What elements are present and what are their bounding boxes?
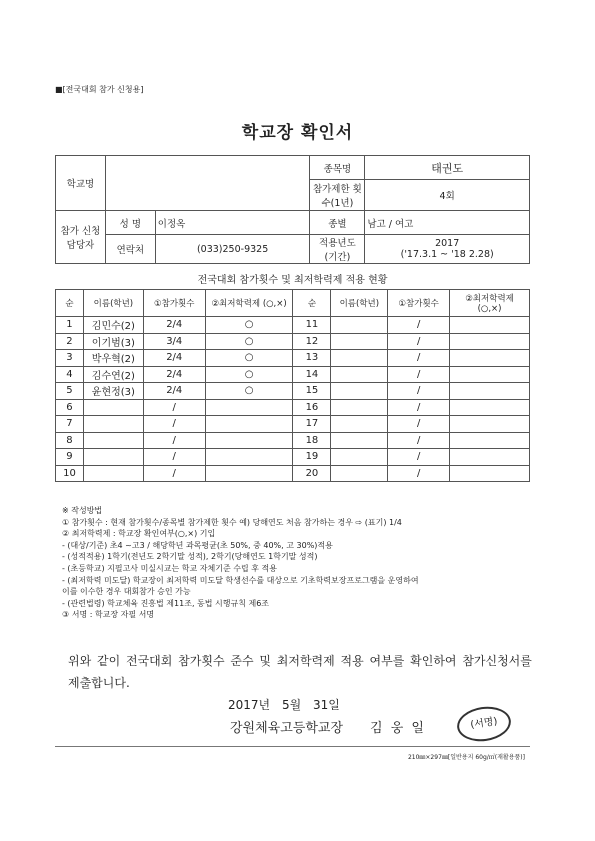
academic-mark: ○ bbox=[205, 366, 293, 383]
year-value: 2017 bbox=[435, 238, 460, 249]
note-line: ③ 서명 : 학교장 자필 서명 bbox=[62, 610, 155, 620]
header-name: 이름(학년) bbox=[331, 290, 388, 317]
academic-mark bbox=[450, 383, 530, 400]
participation-count: / bbox=[388, 465, 450, 482]
date: 2017년 5월 31일 bbox=[228, 698, 340, 712]
student-name bbox=[83, 432, 143, 449]
gender-label: 종별 bbox=[310, 211, 365, 235]
student-name: 박우혁(2) bbox=[83, 350, 143, 367]
participation-count: 2/4 bbox=[143, 383, 205, 400]
event-label: 종목명 bbox=[310, 156, 365, 180]
statement: 위와 같이 전국대회 참가횟수 준수 및 최저학력제 적용 여부를 확인하여 참가신청서를 제출합니다. bbox=[68, 654, 532, 690]
name-value: 이정옥 bbox=[155, 211, 310, 235]
header-academic: ②최저학력제 (○,×) bbox=[450, 290, 530, 317]
academic-mark bbox=[450, 432, 530, 449]
academic-mark bbox=[205, 432, 293, 449]
note-line: ② 최저학력제 : 학교장 확인여부(○,×) 기입 bbox=[62, 529, 216, 539]
student-name: 윤현정(3) bbox=[83, 383, 143, 400]
student-name bbox=[331, 317, 388, 334]
period-value: ('17.3.1 ~ '18 2.28) bbox=[400, 249, 494, 260]
row-number: 2 bbox=[56, 333, 84, 350]
limit-label: 참가제한 횟수(1년) bbox=[310, 180, 365, 211]
row-number: 5 bbox=[56, 383, 84, 400]
page-title: 학교장 확인서 bbox=[241, 123, 354, 143]
row-number: 20 bbox=[293, 465, 331, 482]
academic-mark bbox=[450, 366, 530, 383]
note-line: ※ 작성방법 bbox=[62, 506, 103, 515]
table-row bbox=[56, 383, 530, 400]
principal-name: 김 웅 일 bbox=[370, 721, 426, 736]
row-number: 14 bbox=[293, 366, 331, 383]
table-row bbox=[56, 333, 530, 350]
participation-count: / bbox=[388, 416, 450, 433]
row-number: 16 bbox=[293, 399, 331, 416]
row-number: 10 bbox=[56, 465, 84, 482]
academic-mark: ○ bbox=[205, 383, 293, 400]
table-row bbox=[56, 366, 530, 383]
divider bbox=[55, 746, 530, 747]
participation-count: / bbox=[388, 399, 450, 416]
row-number: 6 bbox=[56, 399, 84, 416]
participation-table bbox=[55, 289, 530, 482]
academic-mark: ○ bbox=[205, 333, 293, 350]
footer: 210㎜×297㎜[일반용지 60g/㎡(재활용품)] bbox=[407, 754, 525, 761]
student-name bbox=[331, 350, 388, 367]
academic-mark bbox=[205, 449, 293, 466]
participation-count: / bbox=[388, 317, 450, 334]
row-number: 3 bbox=[56, 350, 84, 367]
note-line: ① 참가횟수 : 현재 참가횟수/종목별 참가제한 횟수 예) 당해연도 처음 참가하는 경우 ⇨ (표기) 1/4 bbox=[62, 517, 402, 527]
academic-mark bbox=[205, 465, 293, 482]
name-label: 성 명 bbox=[105, 211, 155, 235]
student-name bbox=[83, 399, 143, 416]
participation-count: 2/4 bbox=[143, 350, 205, 367]
student-name bbox=[331, 383, 388, 400]
academic-mark bbox=[450, 449, 530, 466]
table-row bbox=[56, 317, 530, 334]
participation-count: 2/4 bbox=[143, 366, 205, 383]
school-value bbox=[105, 156, 310, 211]
table-row bbox=[56, 350, 530, 367]
table-row bbox=[56, 399, 530, 416]
academic-mark bbox=[450, 317, 530, 334]
row-number: 8 bbox=[56, 432, 84, 449]
participation-count: / bbox=[143, 399, 205, 416]
academic-mark bbox=[205, 399, 293, 416]
participation-count: / bbox=[143, 432, 205, 449]
student-name bbox=[83, 416, 143, 433]
participation-count: / bbox=[388, 383, 450, 400]
event-value: 태권도 bbox=[365, 156, 530, 180]
student-name bbox=[331, 432, 388, 449]
academic-mark: ○ bbox=[205, 350, 293, 367]
gender-value: 남고 / 여고 bbox=[365, 211, 530, 235]
seal-stamp: (서명) bbox=[455, 703, 513, 744]
limit-value: 4회 bbox=[365, 180, 530, 211]
row-number: 13 bbox=[293, 350, 331, 367]
student-name bbox=[331, 416, 388, 433]
participation-count: / bbox=[143, 465, 205, 482]
table-row bbox=[56, 465, 530, 482]
student-name bbox=[331, 449, 388, 466]
student-name bbox=[83, 465, 143, 482]
participation-count: / bbox=[388, 449, 450, 466]
student-name: 김민수(2) bbox=[83, 317, 143, 334]
academic-mark bbox=[450, 350, 530, 367]
academic-mark bbox=[450, 416, 530, 433]
row-number: 18 bbox=[293, 432, 331, 449]
participation-count: / bbox=[388, 350, 450, 367]
note-line: - (관련법령) 학교체육 진흥법 제11조, 동법 시행규칙 제6조 bbox=[62, 598, 270, 608]
student-name bbox=[331, 399, 388, 416]
note-line: - (성적적용) 1학기(전년도 2학기말 성적), 2학기(당해연도 1학기말 성적) bbox=[62, 552, 318, 562]
row-number: 19 bbox=[293, 449, 331, 466]
phone-label: 연락처 bbox=[105, 235, 155, 264]
note-line: 이를 이수한 경우 대회참가 승인 가능 bbox=[62, 587, 191, 597]
header-count: ①참가횟수 bbox=[143, 290, 205, 317]
student-name: 이기범(3) bbox=[83, 333, 143, 350]
note-line: - (대상/기준) 초4 ~고3 / 해당학년 과목평균(초 50%, 중 40%, 고 30%)적용 bbox=[62, 540, 333, 550]
row-number: 4 bbox=[56, 366, 84, 383]
row-number: 9 bbox=[56, 449, 84, 466]
school-name: 강원체육고등학교장 bbox=[230, 721, 344, 736]
table-row bbox=[56, 449, 530, 466]
student-name: 김수연(2) bbox=[83, 366, 143, 383]
participation-count: / bbox=[388, 366, 450, 383]
row-number: 7 bbox=[56, 416, 84, 433]
info-table bbox=[55, 155, 530, 264]
academic-mark bbox=[205, 416, 293, 433]
note-line: - (초등학교) 지필고사 미실시교는 학교 자체기준 수립 후 적용 bbox=[62, 563, 277, 573]
academic-mark bbox=[450, 465, 530, 482]
student-name bbox=[331, 333, 388, 350]
form-tag: ■[전국대회 참가 신청용] bbox=[55, 85, 144, 94]
header-no: 순 bbox=[293, 290, 331, 317]
row-number: 1 bbox=[56, 317, 84, 334]
participation-count: / bbox=[388, 333, 450, 350]
row-number: 15 bbox=[293, 383, 331, 400]
participation-count: 3/4 bbox=[143, 333, 205, 350]
instructions bbox=[62, 505, 542, 621]
academic-mark bbox=[450, 399, 530, 416]
row-number: 12 bbox=[293, 333, 331, 350]
participation-count: / bbox=[143, 449, 205, 466]
note-line: - (최저학력 미도달) 학교장이 최저학력 미도달 학생선수를 대상으로 기초학력보장프로그램을 운영하여 bbox=[62, 575, 419, 585]
student-name bbox=[331, 366, 388, 383]
row-number: 17 bbox=[293, 416, 331, 433]
school-label: 학교명 bbox=[56, 156, 106, 211]
participation-count: / bbox=[143, 416, 205, 433]
contact-label: 참가 신청 담당자 bbox=[56, 211, 106, 264]
table-row bbox=[56, 432, 530, 449]
header-name: 이름(학년) bbox=[83, 290, 143, 317]
student-name bbox=[331, 465, 388, 482]
student-name bbox=[83, 449, 143, 466]
academic-mark: ○ bbox=[205, 317, 293, 334]
phone-value: (033)250-9325 bbox=[155, 235, 310, 264]
academic-mark bbox=[450, 333, 530, 350]
row-number: 11 bbox=[293, 317, 331, 334]
participation-count: 2/4 bbox=[143, 317, 205, 334]
header-no: 순 bbox=[56, 290, 84, 317]
table-row bbox=[56, 416, 530, 433]
section-title: 전국대회 참가횟수 및 최저학력제 적용 현황 bbox=[197, 275, 388, 286]
year-label: 적용년도 (기간) bbox=[310, 235, 365, 264]
year-cell bbox=[365, 235, 530, 264]
participation-count: / bbox=[388, 432, 450, 449]
header-academic: ②최저학력제 (○,×) bbox=[205, 290, 293, 317]
header-count: ①참가횟수 bbox=[388, 290, 450, 317]
